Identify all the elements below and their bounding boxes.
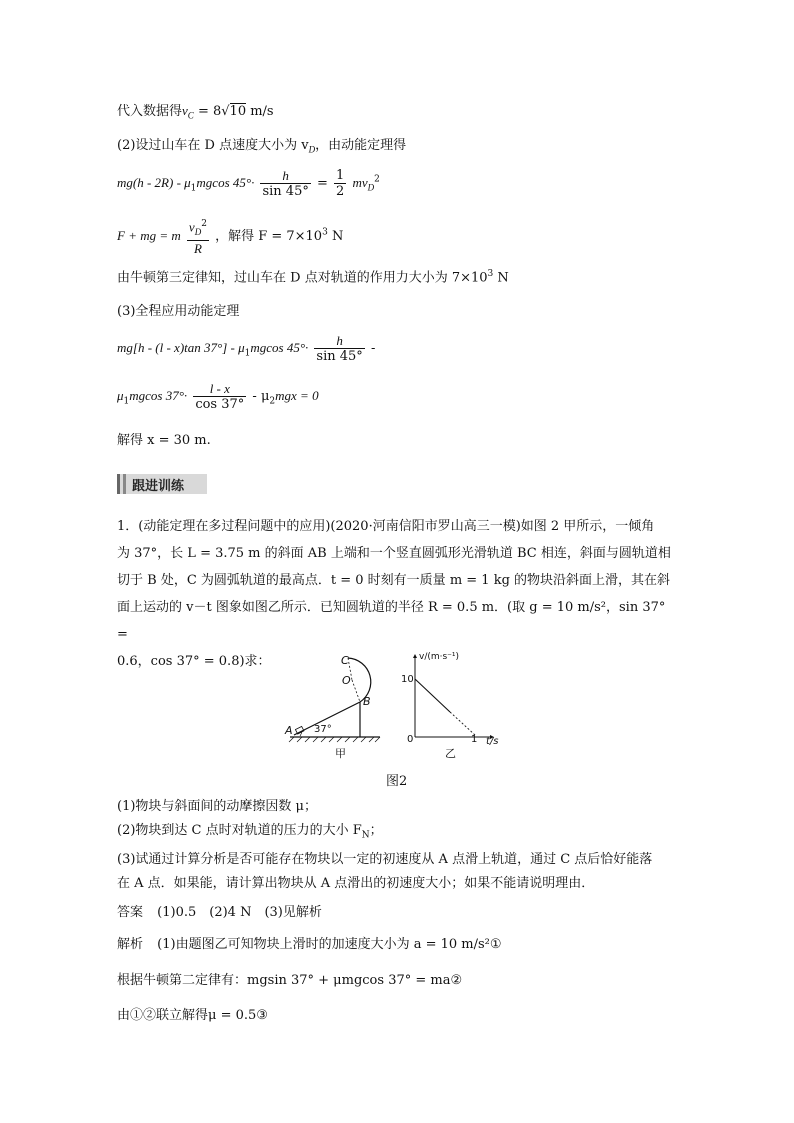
label-b: B (363, 695, 371, 708)
answer-label: 答案 (117, 905, 144, 920)
label-yi: 乙 (445, 747, 456, 760)
question-3a: (3)试通过计算分析是否可能存在物块以一定的初速度从 A 点滑上轨道，通过 C 点后恰好能落 (117, 851, 653, 867)
solution-line-6: (3)全程应用动能定理 (117, 304, 240, 319)
radius-ob (352, 680, 360, 702)
figure-drawing (280, 650, 520, 765)
solution-line-5: 由牛顿第三定律知，过山车在 D 点对轨道的作用力大小为 $7\times 10^3$ N (117, 269, 509, 286)
solution-line-8: $\mu_1mgcos$ 37°· $\frac{l - x}{\cos 37^\circ}$ - $\mu_2mgx = 0$ (117, 381, 319, 412)
vt-line (415, 679, 450, 712)
problem-line: 为 37°，长 L = 3.75 m 的斜面 AB 上端和一个竖直圆弧形光滑轨道 BC 相连，斜面与圆轨道相 (117, 546, 671, 561)
label-c: C (341, 654, 349, 667)
solution-line-9: 解得 x = 30 m. (117, 433, 211, 448)
problem-line: 切于 B 处，C 为圆弧轨道的最高点．t = 0 时刻有一质量 m = 1 kg 的物块沿斜面上滑，其在斜 (117, 573, 671, 588)
label-angle: 37° (314, 724, 332, 735)
problem-line: 面上运动的 v－t 图象如图乙所示．已知圆轨道的半径 R = 0.5 m．(取 g = 10 m/s²，sin 37° = (117, 600, 666, 642)
solution-line-3: $mg(h - 2R) - \mu_1mgcos$ 45°· $\frac{h}{\sin 45^\circ}$ = $\frac{1}{2}$ $mv_D^2$ (117, 168, 380, 199)
ground-hatch (289, 737, 380, 742)
answer-text: (1)0.5 (2)4 N (3)见解析 (157, 905, 322, 920)
tag-bar-icon (117, 474, 120, 494)
graph-origin: 0 (407, 734, 414, 745)
problem-line: 0.6，cos 37° = 0.8)求： (117, 654, 271, 669)
question-2: (2)物块到达 C 点时对轨道的压力的大小 $F_N$； (117, 823, 383, 841)
label-jia: 甲 (335, 747, 346, 760)
figure-2 (280, 650, 520, 765)
answer-line (117, 905, 322, 921)
graph-ylabel: v/(m·s⁻¹) (419, 652, 460, 662)
analysis-line-3: 由①②联立解得μ = 0.5③ (117, 1008, 268, 1023)
section-tag (117, 474, 207, 494)
problem-line: 1．(动能定理在多过程问题中的应用)(2020·河南信阳市罗山高三一模)如图 2 甲所示，一倾角 (117, 519, 655, 534)
question-1: (1)物块与斜面间的动摩擦因数 μ； (117, 799, 317, 814)
figure-caption: 图2 (386, 774, 408, 789)
label-o: O (342, 674, 351, 687)
solution-line-1: 代入数据得$v_C = 8√10$ m/s (117, 103, 274, 121)
solution-line-7: mg[h - (l - x)tan $37^\circ] - \mu_1mgcos$ 45°· $\frac{h}{\sin 45^\circ}$ - (117, 333, 376, 364)
analysis-line-2: 根据牛顿第二定律有：mgsin 37° + μmgcos 37° = ma② (117, 973, 463, 988)
section-title: 跟进训练 (132, 478, 185, 494)
analysis-line-1: 解析 (1)由题图乙可知物块上滑时的加速度大小为 a = 10 m/s²① (117, 937, 502, 952)
analysis-label: 解析 (117, 937, 144, 952)
solution-line-2: (2)设过山车在 D 点速度大小为 $v_D$，由动能定理得 (117, 138, 407, 155)
graph-xlabel: t/s (486, 736, 499, 747)
question-3b: 在 A 点．如果能，请计算出物块从 A 点滑出的初速度大小；如果不能请说明理由． (117, 875, 595, 891)
vt-graph (413, 654, 494, 739)
tag-bar-icon (123, 474, 126, 494)
question-list (117, 795, 677, 896)
vt-line-dashed (450, 712, 475, 735)
graph-y-tick: 10 (401, 674, 414, 685)
label-a: A (285, 724, 293, 737)
v-axis-arrow-icon (413, 654, 417, 658)
solution-line-4: F + mg = m $\frac{v_D^2}{R}$ ，解得 $F = 7\times 10^3$ N (117, 219, 344, 256)
graph-x-tick: 1 (471, 734, 478, 745)
